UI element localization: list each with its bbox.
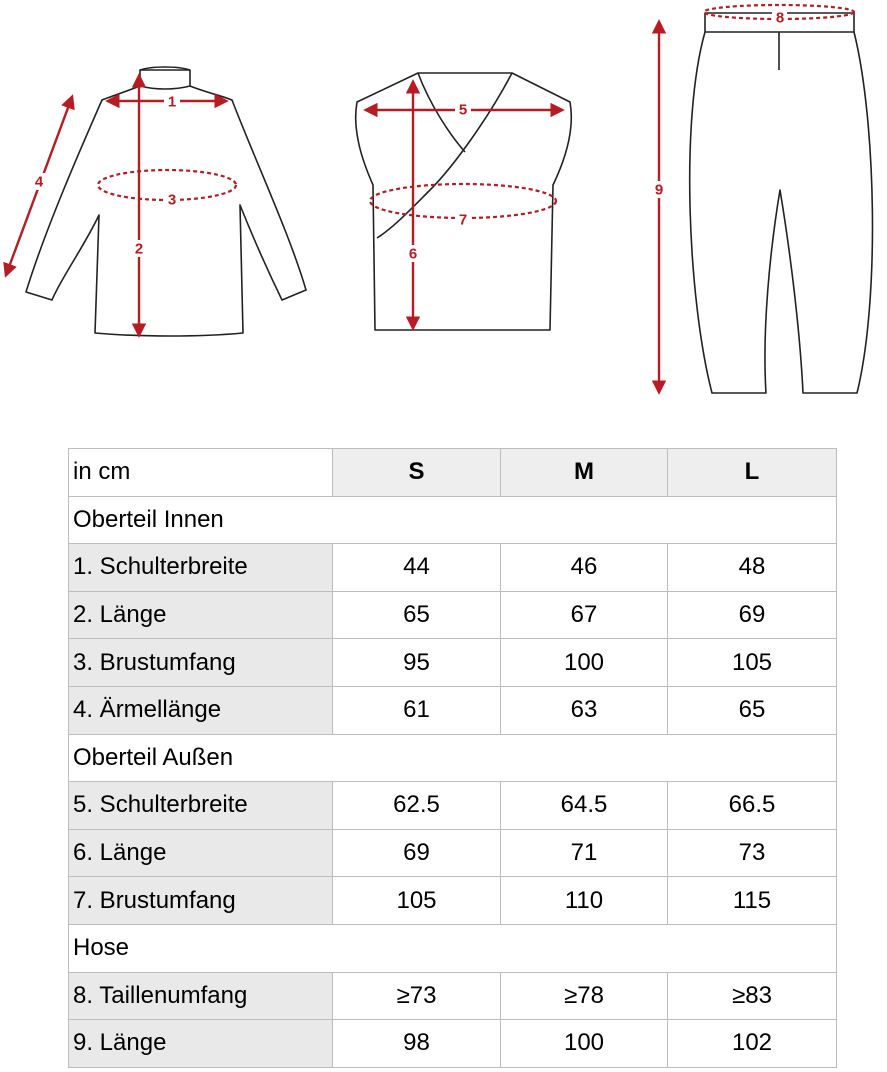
value-l: 66.5 bbox=[668, 782, 837, 830]
pants-diagram bbox=[651, 5, 872, 393]
pants-outline bbox=[690, 13, 873, 393]
table-row bbox=[69, 829, 837, 877]
value-m: 63 bbox=[501, 686, 668, 734]
label-2: 2 bbox=[134, 240, 144, 258]
row-label: 8. Taillenumfang bbox=[69, 972, 333, 1020]
unit-header: in cm bbox=[69, 449, 333, 497]
row-label: 3. Brustumfang bbox=[69, 639, 333, 687]
value-l: 115 bbox=[668, 877, 837, 925]
size-table bbox=[68, 448, 837, 1068]
garment-diagrams bbox=[0, 0, 887, 420]
value-l: ≥83 bbox=[668, 972, 837, 1020]
section-title-pants: Hose bbox=[69, 924, 837, 972]
table-row bbox=[69, 591, 837, 639]
table-row bbox=[69, 972, 837, 1020]
header-row bbox=[69, 449, 837, 497]
value-l: 102 bbox=[668, 1020, 837, 1068]
row-label: 4. Ärmellänge bbox=[69, 686, 333, 734]
row-label: 7. Brustumfang bbox=[69, 877, 333, 925]
label-1: 1 bbox=[167, 93, 177, 111]
value-m: 110 bbox=[501, 877, 668, 925]
value-m: 46 bbox=[501, 544, 668, 592]
value-l: 105 bbox=[668, 639, 837, 687]
value-s: 44 bbox=[333, 544, 501, 592]
row-label: 6. Länge bbox=[69, 829, 333, 877]
value-m: 64.5 bbox=[501, 782, 668, 830]
row-label: 5. Schulterbreite bbox=[69, 782, 333, 830]
table-row bbox=[69, 686, 837, 734]
label-5: 5 bbox=[458, 101, 468, 119]
label-7: 7 bbox=[458, 211, 468, 229]
size-header-m: M bbox=[501, 449, 668, 497]
row-label: 1. Schulterbreite bbox=[69, 544, 333, 592]
value-s: 69 bbox=[333, 829, 501, 877]
value-m: ≥78 bbox=[501, 972, 668, 1020]
label-4: 4 bbox=[34, 173, 44, 191]
table-row bbox=[69, 544, 837, 592]
row-label: 2. Länge bbox=[69, 591, 333, 639]
table-row bbox=[69, 877, 837, 925]
value-s: 105 bbox=[333, 877, 501, 925]
value-s: 62.5 bbox=[333, 782, 501, 830]
value-m: 100 bbox=[501, 639, 668, 687]
value-l: 48 bbox=[668, 544, 837, 592]
label-3: 3 bbox=[167, 191, 177, 209]
value-l: 69 bbox=[668, 591, 837, 639]
label-9: 9 bbox=[654, 181, 664, 199]
value-s: 61 bbox=[333, 686, 501, 734]
table-row bbox=[69, 639, 837, 687]
value-l: 65 bbox=[668, 686, 837, 734]
value-s: 98 bbox=[333, 1020, 501, 1068]
section-title-inner-top: Oberteil Innen bbox=[69, 496, 837, 544]
label-8: 8 bbox=[775, 9, 785, 27]
value-m: 100 bbox=[501, 1020, 668, 1068]
value-s: 65 bbox=[333, 591, 501, 639]
section-title-outer-top: Oberteil Außen bbox=[69, 734, 837, 782]
outer-top-diagram bbox=[356, 73, 572, 330]
table-row bbox=[69, 782, 837, 830]
size-header-l: L bbox=[668, 449, 837, 497]
label-6: 6 bbox=[408, 245, 418, 263]
section-row bbox=[69, 924, 837, 972]
section-row bbox=[69, 734, 837, 782]
size-header-s: S bbox=[333, 449, 501, 497]
value-l: 73 bbox=[668, 829, 837, 877]
value-m: 67 bbox=[501, 591, 668, 639]
section-row bbox=[69, 496, 837, 544]
value-s: ≥73 bbox=[333, 972, 501, 1020]
row-label: 9. Länge bbox=[69, 1020, 333, 1068]
value-s: 95 bbox=[333, 639, 501, 687]
table-row bbox=[69, 1020, 837, 1068]
inner-top-diagram bbox=[6, 67, 306, 336]
value-m: 71 bbox=[501, 829, 668, 877]
